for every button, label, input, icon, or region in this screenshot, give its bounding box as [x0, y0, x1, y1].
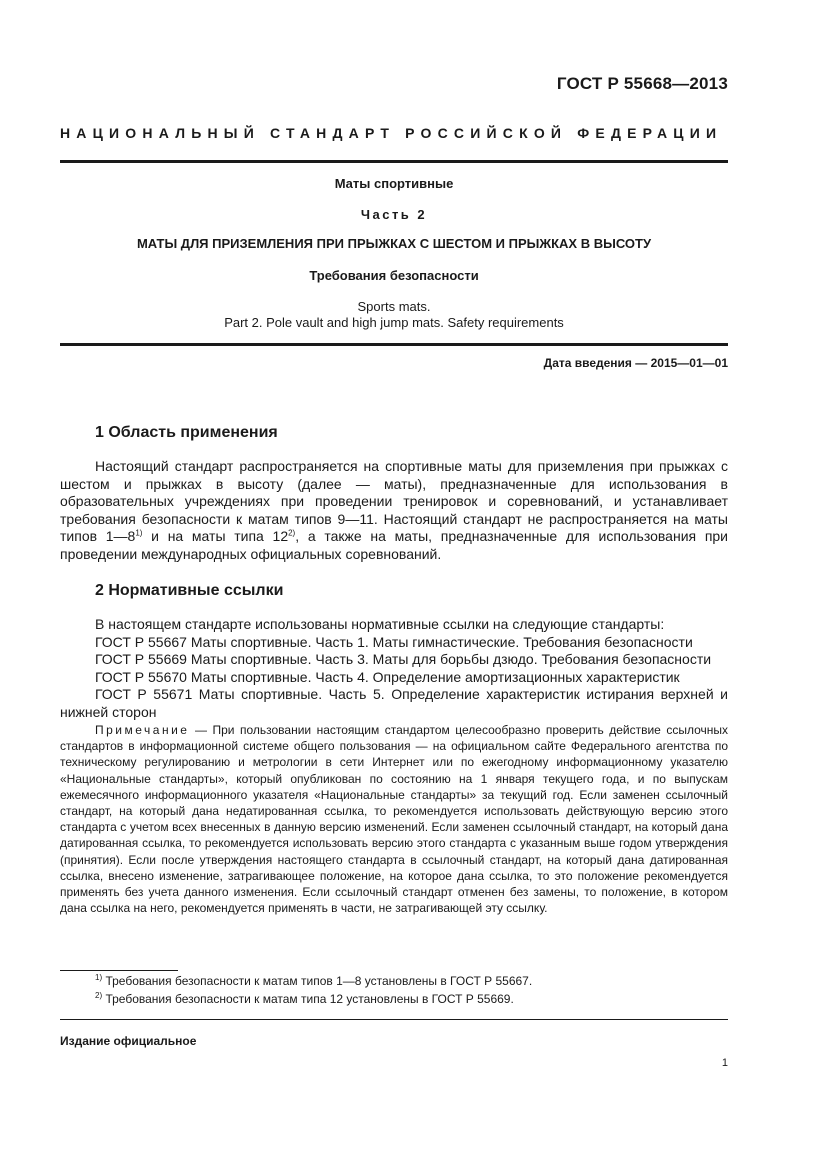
standard-title: Маты спортивные [334, 176, 454, 191]
standard-subtitle: МАТЫ ДЛЯ ПРИЗЕМЛЕНИЯ ПРИ ПРЫЖКАХ С ШЕСТОМ И ПРЫЖКАХ В ВЫСОТУ [136, 236, 652, 251]
edition-label: Издание официальное [60, 1034, 197, 1048]
references-intro: В настоящем стандарте использованы нормативные ссылки на следующие стандарты: [95, 616, 665, 632]
english-title-line2: Part 2. Pole vault and high jump mats. Safety requirements [224, 315, 564, 330]
footnote-2-ref: 2) [288, 528, 296, 538]
reference-item: ГОСТ Р 55670 Маты спортивные. Часть 4. Определение амортизационных характеристик [95, 668, 680, 685]
document-number: ГОСТ Р 55668—2013 [556, 74, 728, 93]
reference-item: ГОСТ Р 55669 Маты спортивные. Часть 3. Маты для борьбы дзюдо. Требования безопасности [95, 651, 712, 668]
footnote-1: $^{1)}$ Требования безопасности к матам типов 1—8 установлены в ГОСТ Р 55667. [95, 973, 533, 988]
english-title-line1: Sports mats. [357, 299, 431, 314]
footnote-2: $^{2)}$ Требования безопасности к матам типа 12 установлены в ГОСТ Р 55669. [95, 991, 514, 1006]
reference-item: ГОСТ Р 55667 Маты спортивные. Часть 1. Маты гимнастические. Требования безопасности [95, 633, 693, 650]
footer-rule [60, 1019, 728, 1020]
footnote-1-ref: 1) [135, 528, 143, 538]
reference-item: ГОСТ Р 55671 Маты спортивные. Часть 5. Определение характеристик истирания верхней и нижней сторон [60, 686, 728, 720]
section-1-heading: 1 Область применения [95, 424, 278, 441]
title-bottom-rule [60, 343, 728, 346]
footnote-rule [60, 970, 178, 971]
section-2-heading: 2 Нормативные ссылки [95, 582, 284, 599]
references-list [60, 616, 728, 722]
top-rule [60, 160, 728, 163]
national-standard-heading: НАЦИОНАЛЬНЫЙ СТАНДАРТ РОССИЙСКОЙ ФЕДЕРАЦИИ [60, 125, 723, 141]
introduction-date: Дата введения — 2015—01—01 [543, 356, 728, 370]
note-block [60, 722, 728, 916]
requirements-title: Требования безопасности [309, 268, 479, 283]
page-number: 1 [721, 1057, 728, 1069]
part-label: Часть 2 [360, 207, 428, 222]
note-text: — При пользовании настоящим стандартом целесообразно проверить действие ссылочных стандартов в информационной системе общего пользования — на официальном сайте Федерального агентства по техническому регулированию и метрологии в сети Интернет или по ежегодному информационному указателю «Национальные стандарты», который опубликован по состоянию на 1 января текущего года, и по выпускам ежемесячного информационного указателя «Национальные стандарты» за текущий год. Если заменен ссылочный стандарт, на который дана недатированная ссылка, то рекомендуется использовать действующую версию этого стандарта с учетом всех внесенных в данную версию изменений. Если заменен ссылочный стандарт, на который дана датированная ссылка, то рекомендуется использовать версию этого стандарта с указанным выше годом утверждения (принятия). Если после утверждения настоящего стандарта в ссылочный стандарт, на который дана датированная ссылка, внесено изменение, затрагивающее положение, на которое дана ссылка, то это положение рекомендуется применять без учета данного изменения. Если ссылочный стандарт отменен без замены, то положение, в котором дана ссылка на него, рекомендуется применять в части, не затрагивающей эту ссылку. [60, 723, 728, 916]
section-1-text: Настоящий стандарт распространяется на спортивные маты для приземления при прыжках с шестом и прыжках в высоту (далее — маты), предназначенные для использования в образовательных учреждениях при проведении тренировок и соревнований, и устанавливает требования безопасности к матам типов 9—11. Настоящий стандарт не распространяется на маты типов 1—8$^{1)}$ и на маты типа 12$^{2)}$, а также на маты, предназначенные для использования при проведении международных официальных соревнований. [60, 458, 729, 562]
note-label: Примечание [95, 723, 190, 737]
